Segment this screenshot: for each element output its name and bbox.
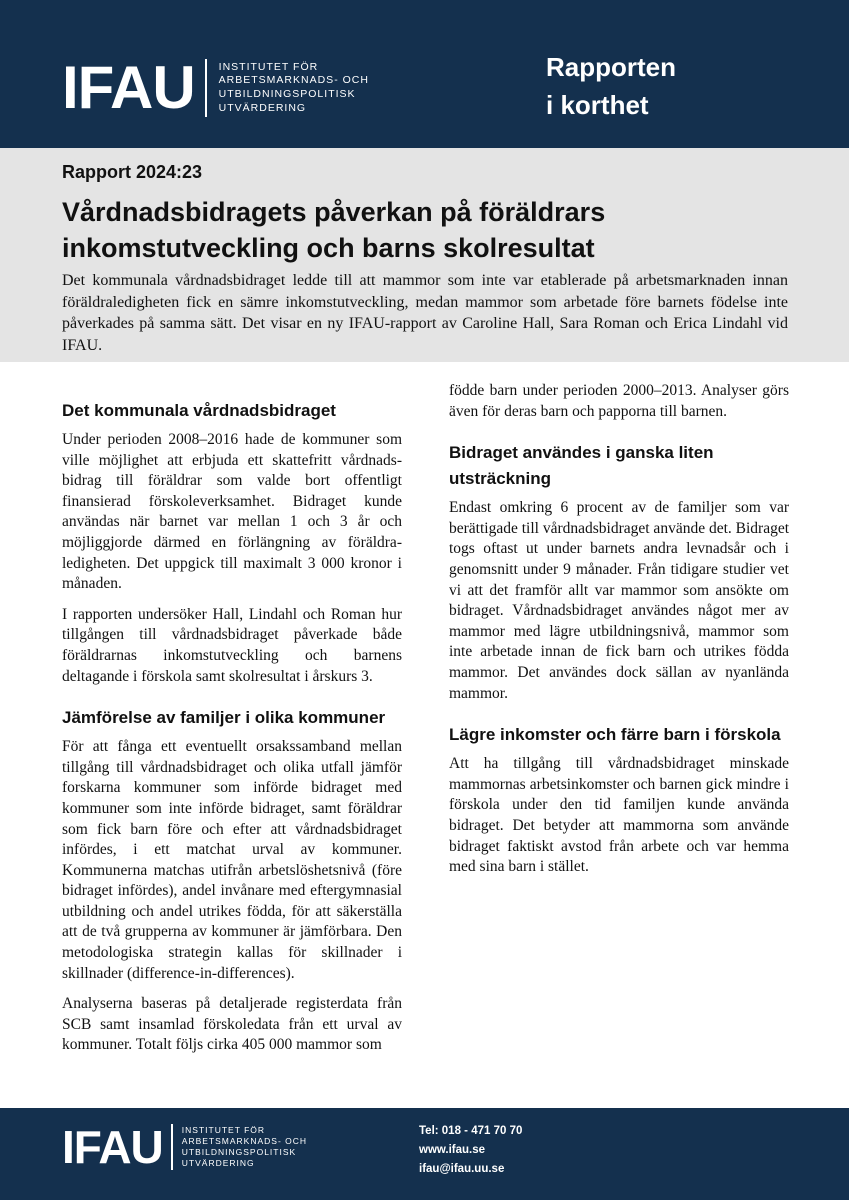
header-logo[interactable]	[62, 54, 369, 121]
logo-line: UTBILDNINGSPOLITISK	[218, 88, 356, 100]
report-number: Rapport 2024:23	[62, 162, 203, 182]
logo-divider	[171, 1124, 173, 1170]
logo-line: UTVÄRDERING	[181, 1158, 255, 1169]
section-heading: Lägre inkomster och färre barn i förskola	[449, 725, 781, 745]
logo-divider	[205, 59, 207, 117]
page-title: Vårdnadsbidragets påverkan på föräldrars inkomstutveckling och barns skolresultat	[62, 197, 606, 263]
section-heading: Det kommunala vårdnadsbidraget	[62, 401, 336, 420]
left-column	[62, 398, 402, 1056]
logo-line: ARBETSMARKNADS- OCH	[181, 1135, 308, 1146]
logo-line: INSTITUTET FÖR	[181, 1124, 266, 1135]
body-paragraph: För att fånga ett eventuellt orsakssamband mellan tillgång till vårdnadsbidraget och olika utfall jämför forskarna kommuner som införde bidraget med kommuner som inte införde bidraget, samt föräldrar som fick barn före och efter att vårdnadsbidraget infördes, i ett matchat urval av kommuner. Kommunerna matchas utifrån arbetslöshetsnivå (före bidraget infördes), andel invånare med eftergymnasial utbildning och andel utrikes födda, för att säkerställa att de två grupperna av kommuner är jämförbara. Den metodologiska strategin kallas för skillnader i skillnader (difference-in-differences).	[62, 738, 402, 982]
contact-info	[419, 1122, 522, 1179]
series-title-line: Rapporten	[546, 52, 676, 82]
lead-paragraph: Det kommunala vårdnadsbidraget ledde till att mammor som inte var etablerade på arbetsmarknaden innan föräldraledigheten fick en sämre inkomstutveckling, medan mammor som arbetade före barnets födelse inte påverkades på samma sätt. Det visar en ny IFAU-rapport av Caroline Hall, Sara Roman och Erica Lindahl vid IFAU.	[62, 272, 788, 354]
logo-line: INSTITUTET FÖR	[218, 60, 319, 73]
right-column	[449, 381, 789, 888]
phone-number[interactable]: Tel: 018 - 471 70 70	[419, 1125, 523, 1137]
body-paragraph: Att ha tillgång till vårdnadsbidraget minskade mammornas arbetsinkomster och barnen gick mindre i förskola under den tid familjen kunde använda bidraget. Det betyder att mammorna som använde bidraget faktiskt avstod från arbete och var hemma med sina barn i stället.	[449, 755, 789, 876]
section-heading: Jämförelse av familjer i olika kommuner	[62, 708, 386, 728]
logo-line: ARBETSMARKNADS- OCH	[218, 74, 369, 87]
section-heading: Bidraget användes i ganska liten utsträckning	[449, 443, 714, 489]
website-link[interactable]: www.ifau.se	[419, 1144, 486, 1156]
body-paragraph: Analyserna baseras på detaljerade registerdata från SCB samt insamlad förskoledata från ett urval av kommuner. Totalt följs cirka 405 000 mammor som	[62, 995, 402, 1054]
logo-line: UTBILDNINGSPOLITISK	[181, 1147, 297, 1157]
body-paragraph: födde barn under perioden 2000–2013. Analyser görs även för deras barn och papporna till barnen.	[449, 382, 789, 420]
logo-line: UTVÄRDERING	[218, 101, 307, 114]
logo-mark: IFAU	[62, 54, 195, 121]
series-title-line: i korthet	[546, 90, 649, 120]
logo-institute-name	[219, 61, 369, 116]
body-paragraph: Under perioden 2008–2016 hade de kommuner som ville möjlighet att erbjuda ett skattefritt vårdnadsbidrag till föräldrar som valde bort offentligt finansierad förskoleverksamhet. Bidraget kunde användas när barnet var mellan 1 och 3 år och möjliggjorde därmed en förlängning av föräldraledigheten. Det uppgick till maximalt 3 000 kronor i månaden.	[62, 431, 402, 593]
footer-logo[interactable]	[62, 1121, 308, 1173]
body-paragraph: I rapporten undersöker Hall, Lindahl och Roman hur tillgången till vårdnadsbidraget påverkade både föräldrarnas inkomstutveckling och barnens deltagande i förskola samt skolresultat i årskurs 3.	[62, 605, 402, 685]
series-title	[546, 48, 676, 124]
logo-mark: IFAU	[62, 1121, 163, 1173]
logo-institute-name	[182, 1125, 307, 1169]
email-link[interactable]: ifau@ifau.uu.se	[419, 1163, 505, 1175]
body-paragraph: Endast omkring 6 procent av de familjer som var berättigade till vårdnadsbidraget använde det. Bidraget togs oftast ut under barnets andra levnadsår och i genomsnitt under 9 månader. Från tidigare studier vet vi att det framför allt var mammor som ansökte om bidraget. Vårdnadsbidraget användes något mer av mammor med lägre utbildningsnivå, mammor som inte arbetade innan de fick barn och utrikes födda mammor. Det användes dock sällan av nyanlända mammor.	[449, 499, 790, 702]
